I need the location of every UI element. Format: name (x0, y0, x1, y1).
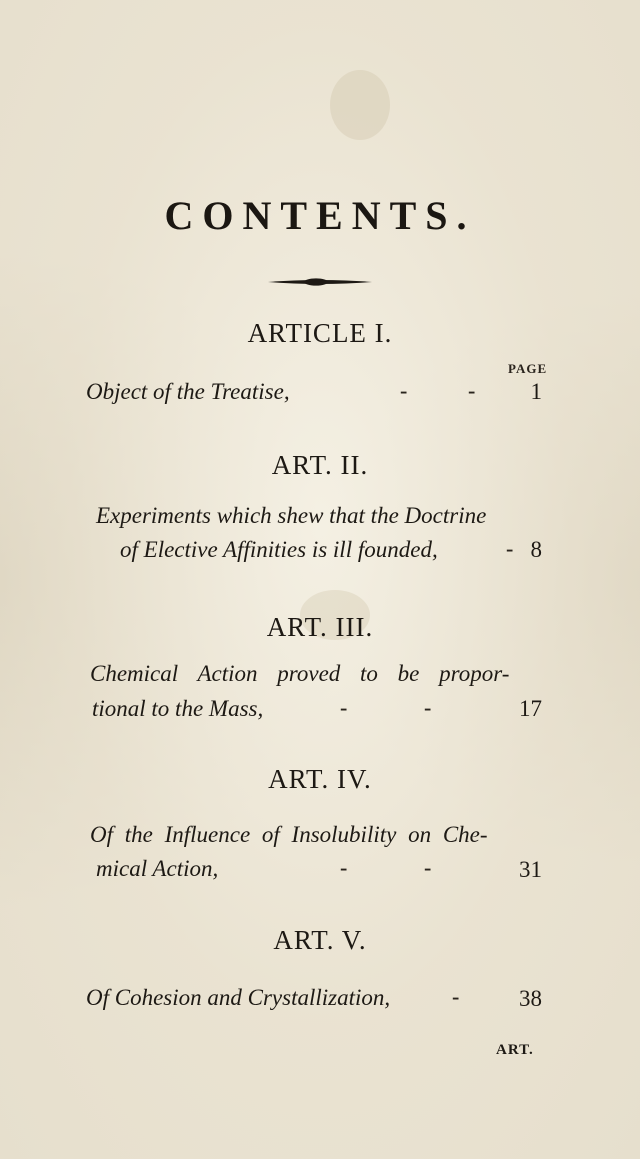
dash-leader: - (468, 378, 476, 403)
page-number: 8 (530, 537, 542, 562)
entry-line: mical Action, (96, 856, 219, 881)
page-number: 31 (519, 857, 542, 882)
page-column-label: PAGE (508, 361, 548, 376)
entry-line: tional to the Mass, (92, 696, 264, 721)
entry-line: of Elective Affinities is ill founded, (120, 537, 438, 562)
dash-leader: - (340, 695, 348, 720)
page-number: 1 (530, 379, 542, 404)
entry-line: Of the Influence of Insolubility on Che- (90, 822, 488, 847)
article-heading: ART. IV. (268, 764, 372, 794)
paper-stain (330, 70, 390, 140)
entry-line: Experiments which shew that the Doctrine (96, 503, 487, 528)
article-heading: ART. V. (273, 925, 367, 955)
article-heading: ARTICLE I. (247, 318, 393, 348)
page-number: 38 (519, 986, 542, 1011)
page-number: 17 (519, 696, 542, 721)
dash-leader: - (424, 855, 432, 880)
catchword: ART. (496, 1042, 534, 1058)
entry-line: Object of the Treatise, (86, 379, 290, 404)
article-heading: ART. III. (266, 612, 374, 642)
dash-leader: - (506, 536, 514, 561)
entry-line: Of Cohesion and Crystallization, (86, 985, 391, 1010)
article-heading: ART. II. (271, 450, 369, 480)
dash-leader: - (424, 695, 432, 720)
dash-leader: - (400, 378, 408, 403)
dash-leader: - (452, 984, 460, 1009)
ornamental-rule (268, 278, 372, 286)
dash-leader: - (340, 855, 348, 880)
entry-line: Chemical Action proved to be propor- (90, 661, 510, 686)
page-title: CONTENTS. (164, 193, 476, 238)
